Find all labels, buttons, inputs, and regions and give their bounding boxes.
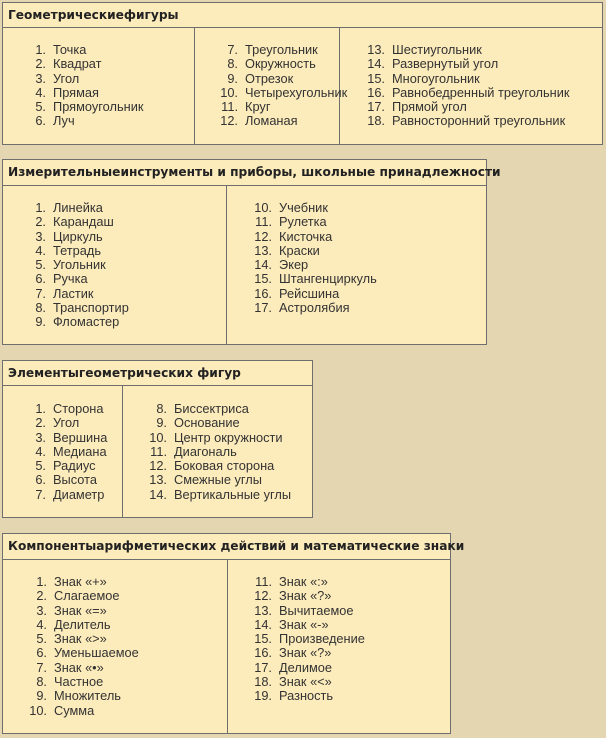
item-text: Знак «:» <box>279 574 328 589</box>
item-list <box>195 43 347 129</box>
item-number: 3. <box>35 228 46 244</box>
list-item <box>33 244 129 258</box>
item-text: Биссектриса <box>174 401 249 416</box>
item-list <box>340 43 570 129</box>
item-list <box>33 201 129 330</box>
column <box>340 28 602 144</box>
list-item <box>195 57 347 71</box>
item-text: Знак «>» <box>54 631 107 647</box>
item-text: Знак «+» <box>54 574 107 589</box>
item-number: 19. <box>254 688 272 704</box>
section-title: Компонентыарифметических действий и математические знаки <box>3 534 450 560</box>
item-number: 10. <box>254 200 272 215</box>
item-number: 2. <box>35 214 46 230</box>
section-title: Измерительныеинструменты и приборы, школьные принадлежности <box>3 160 486 186</box>
list-item <box>227 301 377 315</box>
item-text: Частное <box>54 674 104 690</box>
item-text: Карандаш <box>53 214 114 230</box>
item-number: 4. <box>36 616 47 632</box>
list-item <box>228 661 365 675</box>
list-item <box>27 604 139 618</box>
item-number: 3. <box>36 602 47 618</box>
item-text: Произведение <box>279 631 365 647</box>
item-text: Многоугольник <box>392 70 480 86</box>
list-item <box>228 618 365 632</box>
item-number: 14. <box>149 486 167 502</box>
list-item <box>33 72 143 86</box>
item-number: 13. <box>254 242 272 258</box>
item-text: Ломаная <box>245 113 298 129</box>
item-text: Равнобедренный треугольник <box>392 84 570 100</box>
list-item <box>33 445 107 459</box>
list-item <box>33 287 129 301</box>
item-number: 3. <box>35 70 46 86</box>
item-number: 11. <box>150 443 167 459</box>
list-item <box>340 114 570 128</box>
item-text: Угол <box>53 70 80 86</box>
item-text: Краски <box>279 242 320 258</box>
item-text: Разность <box>279 688 334 704</box>
item-number: 5. <box>35 257 46 273</box>
list-item <box>33 114 143 128</box>
item-text: Делимое <box>279 659 333 675</box>
item-text: Шестиугольник <box>392 42 482 57</box>
list-item <box>340 72 570 86</box>
item-number: 10. <box>149 429 167 445</box>
list-item <box>33 43 143 57</box>
item-number: 12. <box>149 458 167 474</box>
item-number: 8. <box>36 674 47 690</box>
item-text: Четырехугольник <box>245 84 348 100</box>
list-item <box>33 86 143 100</box>
section-title: Элементыгеометрических фигур <box>3 361 312 386</box>
item-number: 10. <box>29 702 47 718</box>
item-list <box>227 201 377 315</box>
item-text: Знак «•» <box>54 659 104 675</box>
item-list <box>27 575 139 718</box>
list-item <box>33 459 107 473</box>
item-list <box>33 402 107 502</box>
item-number: 7. <box>36 659 47 675</box>
item-number: 1. <box>35 42 46 57</box>
list-item <box>27 661 139 675</box>
item-number: 2. <box>36 588 47 604</box>
list-item <box>27 618 139 632</box>
list-item <box>227 230 377 244</box>
item-text: Диаметр <box>53 486 105 502</box>
item-text: Рейсшина <box>279 285 340 301</box>
item-number: 10. <box>220 84 238 100</box>
item-text: Прямой угол <box>392 99 467 115</box>
list-item <box>27 689 139 703</box>
list-item <box>123 473 291 487</box>
item-number: 8. <box>156 401 167 416</box>
item-text: Тетрадь <box>53 242 102 258</box>
list-item <box>33 215 129 229</box>
item-text: Знак «-» <box>279 616 329 632</box>
item-number: 16. <box>254 645 272 661</box>
item-number: 2. <box>35 415 46 431</box>
list-item <box>27 575 139 589</box>
list-item <box>227 258 377 272</box>
item-text: Ручка <box>53 271 88 287</box>
item-number: 15. <box>254 631 272 647</box>
item-text: Основание <box>174 415 240 431</box>
item-text: Кисточка <box>279 228 333 244</box>
list-item <box>33 416 107 430</box>
table-arithmetic-signs <box>2 533 465 734</box>
list-item <box>228 604 365 618</box>
item-text: Рулетка <box>279 214 327 230</box>
list-item <box>27 675 139 689</box>
item-text: Высота <box>53 472 97 488</box>
item-number: 1. <box>36 574 47 589</box>
item-text: Вычитаемое <box>279 602 354 618</box>
list-item <box>33 488 107 502</box>
list-item <box>33 230 129 244</box>
item-list <box>123 402 291 502</box>
item-text: Треугольник <box>245 42 318 57</box>
section-title: Геометрическиефигуры <box>3 3 602 28</box>
list-item <box>33 315 129 329</box>
item-text: Слагаемое <box>54 588 120 604</box>
item-text: Астролябия <box>279 300 350 316</box>
item-text: Боковая сторона <box>174 458 275 474</box>
list-item <box>33 301 129 315</box>
item-text: Сторона <box>53 401 104 416</box>
item-number: 1. <box>35 401 46 416</box>
item-list <box>33 43 143 129</box>
item-text: Смежные углы <box>174 472 262 488</box>
item-text: Штангенциркуль <box>279 271 377 287</box>
list-item <box>340 100 570 114</box>
list-item <box>195 86 347 100</box>
item-number: 18. <box>254 674 272 690</box>
item-number: 17. <box>254 659 272 675</box>
item-number: 4. <box>35 84 46 100</box>
list-item <box>195 72 347 86</box>
item-number: 14. <box>367 56 385 72</box>
item-text: Знак «?» <box>279 645 332 661</box>
item-text: Диагональ <box>174 443 237 459</box>
item-text: Радиус <box>53 458 96 474</box>
item-text: Вертикальные углы <box>174 486 292 502</box>
item-text: Равносторонний треугольник <box>392 113 566 129</box>
item-text: Циркуль <box>53 228 103 244</box>
list-item <box>195 100 347 114</box>
item-number: 3. <box>35 429 46 445</box>
list-item <box>227 287 377 301</box>
table-figure-elements <box>2 360 313 518</box>
column <box>3 186 227 344</box>
list-item <box>123 416 291 430</box>
table-measuring-instruments <box>2 159 501 345</box>
list-item <box>27 704 139 718</box>
item-list <box>228 575 365 704</box>
list-item <box>227 201 377 215</box>
column <box>123 386 312 517</box>
item-text: Фломастер <box>53 314 120 330</box>
item-text: Делитель <box>54 616 111 632</box>
item-number: 4. <box>35 443 46 459</box>
item-text: Прямая <box>53 84 99 100</box>
list-item <box>227 272 377 286</box>
list-item <box>227 215 377 229</box>
item-number: 7. <box>35 285 46 301</box>
list-item <box>123 431 291 445</box>
item-number: 13. <box>149 472 167 488</box>
list-item <box>123 445 291 459</box>
list-item <box>228 689 365 703</box>
list-item <box>227 244 377 258</box>
list-item <box>195 114 347 128</box>
item-number: 17. <box>367 99 385 115</box>
list-item <box>228 575 365 589</box>
list-item <box>340 57 570 71</box>
item-number: 9. <box>227 70 238 86</box>
item-text: Круг <box>245 99 271 115</box>
list-item <box>228 646 365 660</box>
item-number: 12. <box>254 228 272 244</box>
list-item <box>123 459 291 473</box>
list-item <box>27 589 139 603</box>
item-number: 9. <box>156 415 167 431</box>
item-number: 9. <box>36 688 47 704</box>
list-item <box>228 675 365 689</box>
item-number: 7. <box>35 486 46 502</box>
list-item <box>123 488 291 502</box>
item-text: Точка <box>53 42 87 57</box>
column <box>3 386 123 517</box>
item-text: Угол <box>53 415 80 431</box>
item-number: 2. <box>35 56 46 72</box>
list-item <box>33 272 129 286</box>
list-item <box>33 473 107 487</box>
item-number: 4. <box>35 242 46 258</box>
item-number: 13. <box>254 602 272 618</box>
column <box>228 560 450 733</box>
list-item <box>123 402 291 416</box>
item-text: Развернутый угол <box>392 56 499 72</box>
item-text: Угольник <box>53 257 106 273</box>
list-item <box>33 402 107 416</box>
item-number: 13. <box>367 42 385 57</box>
list-item <box>33 258 129 272</box>
item-number: 1. <box>35 200 46 215</box>
list-item <box>340 86 570 100</box>
item-number: 11. <box>255 214 272 230</box>
list-item <box>33 431 107 445</box>
item-text: Уменьшаемое <box>54 645 139 661</box>
item-text: Линейка <box>53 200 103 215</box>
item-number: 6. <box>36 645 47 661</box>
item-number: 6. <box>35 472 46 488</box>
item-number: 8. <box>35 300 46 316</box>
item-text: Сумма <box>54 702 95 718</box>
item-number: 16. <box>254 285 272 301</box>
item-text: Экер <box>279 257 309 273</box>
list-item <box>195 43 347 57</box>
list-item <box>340 43 570 57</box>
column <box>195 28 348 144</box>
item-number: 5. <box>35 458 46 474</box>
list-item <box>33 57 143 71</box>
item-text: Вершина <box>53 429 108 445</box>
item-number: 12. <box>254 588 272 604</box>
item-number: 6. <box>35 271 46 287</box>
table-geometric-figures <box>2 2 603 145</box>
item-number: 6. <box>35 113 46 129</box>
item-number: 7. <box>227 42 238 57</box>
item-number: 14. <box>254 616 272 632</box>
list-item <box>27 646 139 660</box>
item-number: 8. <box>227 56 238 72</box>
list-item <box>228 632 365 646</box>
item-text: Медиана <box>53 443 107 459</box>
item-text: Центр окружности <box>174 429 283 445</box>
item-text: Множитель <box>54 688 121 704</box>
list-item <box>33 100 143 114</box>
item-text: Окружность <box>245 56 316 72</box>
item-text: Учебник <box>279 200 328 215</box>
item-number: 12. <box>220 113 238 129</box>
column <box>3 560 228 733</box>
column <box>227 186 486 344</box>
item-text: Знак «<» <box>279 674 332 690</box>
item-number: 15. <box>254 271 272 287</box>
list-item <box>33 201 129 215</box>
column <box>3 28 195 144</box>
item-number: 14. <box>254 257 272 273</box>
item-text: Прямоугольник <box>53 99 144 115</box>
item-text: Луч <box>53 113 75 129</box>
item-text: Ластик <box>53 285 94 301</box>
item-text: Знак «?» <box>279 588 332 604</box>
item-text: Квадрат <box>53 56 102 72</box>
item-number: 5. <box>35 99 46 115</box>
item-number: 15. <box>367 70 385 86</box>
item-text: Транспортир <box>53 300 129 316</box>
item-number: 5. <box>36 631 47 647</box>
item-text: Знак «=» <box>54 602 107 618</box>
item-number: 9. <box>35 314 46 330</box>
list-item <box>228 589 365 603</box>
item-text: Отрезок <box>245 70 294 86</box>
item-number: 11. <box>221 99 238 115</box>
list-item <box>27 632 139 646</box>
item-number: 16. <box>367 84 385 100</box>
item-number: 11. <box>255 574 272 589</box>
item-number: 18. <box>367 113 385 129</box>
item-number: 17. <box>254 300 272 316</box>
